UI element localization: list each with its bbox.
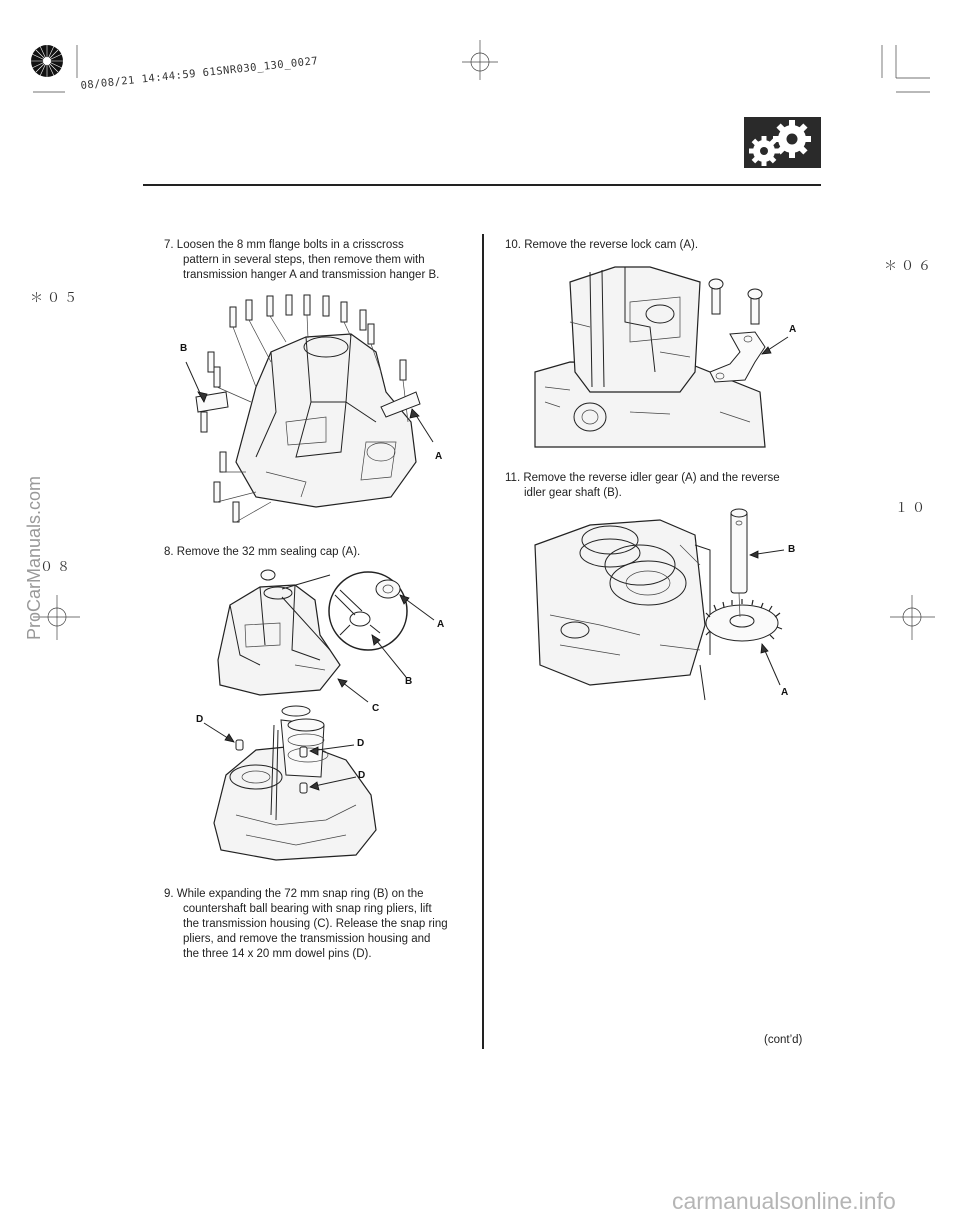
callout-idler-gear-a: A: [781, 687, 789, 698]
step-11: [505, 471, 815, 501]
step-number: 9.: [164, 888, 174, 900]
step-7: [164, 238, 474, 283]
step-number: 11.: [505, 472, 521, 484]
step-9: [164, 887, 474, 962]
step-line: Remove the reverse lock cam (A).: [524, 239, 699, 251]
callout-snap-ring-b: B: [405, 676, 413, 687]
step-line: pattern in several steps, then remove them with: [183, 254, 425, 266]
step-line: While expanding the 72 mm snap ring (B) on the: [176, 888, 424, 900]
figure-sealing-cap: [200, 565, 460, 705]
step-number: 8.: [164, 546, 174, 558]
figure-reverse-idler-gear: [530, 505, 810, 705]
step-line: countershaft ball bearing with snap ring pliers, lift: [183, 903, 432, 915]
step-number: 10.: [505, 239, 521, 251]
margin-code-right-mid: １０: [895, 501, 930, 516]
continued-note: (cont’d): [764, 1034, 803, 1046]
step-10: [505, 238, 815, 253]
callout-dowel-pin-d-2: D: [357, 738, 365, 749]
step-line: pliers, and remove the transmission housing and: [183, 933, 431, 945]
gears-icon: [744, 117, 821, 168]
margin-code-left-top: ＊０５: [30, 291, 82, 306]
callout-dowel-pin-d-1: D: [196, 714, 204, 725]
step-8: [164, 545, 474, 560]
side-watermark: ProCarManuals.com: [24, 475, 44, 640]
callout-hanger-a: A: [435, 451, 443, 462]
callout-hanger-b: B: [180, 343, 188, 354]
step-line: Remove the 32 mm sealing cap (A).: [176, 546, 361, 558]
step-line: Loosen the 8 mm flange bolts in a crisscross: [176, 239, 404, 251]
print-stamp: 08/08/21 14:44:59 61SNR030_130_0027: [80, 55, 319, 92]
callout-housing-c: C: [372, 703, 380, 714]
step-line: Remove the reverse idler gear (A) and the reverse: [523, 472, 780, 484]
header-rule: [143, 184, 821, 186]
margin-code-left-bottom: ０８: [40, 560, 75, 575]
figure-dowel-pins: [196, 705, 396, 865]
footer-watermark: carmanualsonline.info: [672, 1188, 896, 1214]
step-line: the transmission housing (C). Release the snap ring: [183, 918, 448, 930]
callout-dowel-pin-d-3: D: [358, 770, 366, 781]
column-divider: [482, 234, 484, 1049]
step-line: the three 14 x 20 mm dowel pins (D).: [183, 948, 372, 960]
callout-idler-shaft-b: B: [788, 544, 796, 555]
figure-reverse-lock-cam: [530, 262, 810, 452]
figure-housing-bolts: [176, 292, 466, 532]
step-line: idler gear shaft (B).: [524, 487, 622, 499]
step-number: 7.: [164, 239, 174, 251]
registration-target-icon: [28, 42, 66, 80]
callout-lock-cam-a: A: [789, 324, 797, 335]
margin-code-right-top: ＊０６: [884, 259, 936, 274]
step-line: transmission hanger A and transmission hanger B.: [183, 269, 440, 281]
callout-sealing-cap-a: A: [437, 619, 445, 630]
